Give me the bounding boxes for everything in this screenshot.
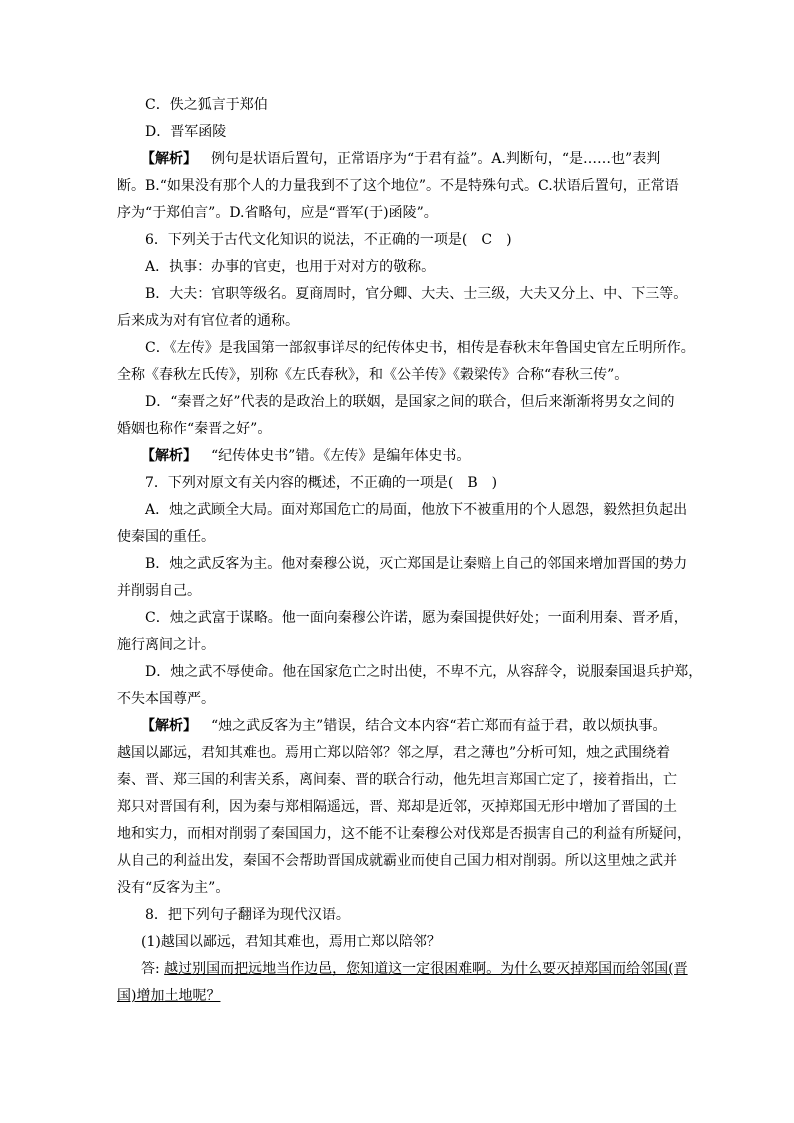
q7-option-b-line-2: 并削弱自己。	[117, 583, 201, 599]
analysis-tag: 【解析】	[141, 448, 197, 464]
q7-option-c-line-1: C．烛之武富于谋略。他一面向秦穆公许诺，愿为秦国提供好处；一面利用秦、晋矛盾，	[145, 610, 688, 626]
q8-stem: 8．把下列句子翻译为现代汉语。	[145, 907, 350, 923]
q7-stem: 7．下列对原文有关内容的概述，不正确的一项是( B )	[145, 475, 498, 491]
q6-analysis: 【解析】 “纪传体史书”错。《左传》是编年体史书。	[141, 448, 471, 464]
q7-analysis-line-6: 从自己的利益出发，秦国不会帮助晋国成就霸业而使自己国力相对削弱。所以这里烛之武并	[117, 853, 677, 869]
q7-option-a-line-2: 使秦国的重任。	[117, 529, 215, 545]
analysis-tag: 【解析】	[141, 718, 197, 734]
q6-option-d-line-1: D．“秦晋之好”代表的是政治上的联姻，是国家之间的联合，但后来渐渐将男女之间的	[145, 394, 675, 410]
q7-option-b-line-1: B．烛之武反客为主。他对秦穆公说，灭亡郑国是让秦赔上自己的邻国来增加晋国的势力	[145, 556, 688, 572]
q7-option-c-line-2: 施行离间之计。	[117, 637, 215, 653]
q6-option-d-line-2: 婚姻也称作“秦晋之好”。	[117, 421, 272, 437]
q7-option-d-line-2: 不失本国尊严。	[117, 691, 215, 707]
document-page	[117, 92, 703, 1010]
q7-analysis-line-3: 秦、晋、郑三国的利害关系，离间秦、晋的联合行动，他先坦言郑国亡定了，接着指出，亡	[117, 772, 677, 788]
q6-option-b-line-1: B．大夫：官职等级名。夏商周时，官分卿、大夫、士三级，大夫又分上、中、下三等。	[145, 286, 688, 302]
q7-analysis-line-2: 越国以鄙远，君知其难也。焉用亡郑以陪邻？邻之厚，君之薄也”分析可知，烛之武围绕着	[117, 745, 671, 761]
q7-analysis-line-5: 地和实力，而相对削弱了秦国国力，这不能不让秦穆公对伐郑是否损害自己的利益有所疑问，	[117, 826, 691, 842]
q7-analysis-line-4: 郑只对晋国有利，因为秦与郑相隔遥远，晋、郑却是近邻，灭掉郑国无形中增加了晋国的土	[117, 799, 677, 815]
answer-label: 答:	[141, 961, 165, 977]
q5-analysis-line-3: 序为“于郑伯言”。D.省略句，应是“晋军(于)函陵”。	[117, 205, 438, 221]
analysis-tag: 【解析】	[141, 151, 197, 167]
q5-option-d: D．晋军函陵	[145, 124, 227, 140]
q7-analysis-line-1: 【解析】 “烛之武反客为主”错误，结合文本内容“若亡郑而有益于君，敢以烦执事。	[141, 718, 667, 734]
q8-answer-line-1: 答: 越过别国而把远地当作边邑，您知道这一定很困难啊。为什么要灭掉郑国而给邻国(晋	[141, 961, 688, 977]
q5-option-c: C．佚之狐言于郑伯	[145, 97, 268, 113]
q5-analysis-line-1: 【解析】 例句是状语后置句，正常语序为“于君有益”。A.判断句，“是……也”表判	[141, 151, 661, 167]
q8-answer-line-2: 国)增加土地呢？	[117, 988, 221, 1004]
q6-option-c-line-2: 全称《春秋左氏传》，别称《左氏春秋》，和《公羊传》《穀梁传》合称“春秋三传”。	[117, 367, 629, 383]
q6-option-b-line-2: 后来成为对有官位者的通称。	[117, 313, 299, 329]
q7-option-a-line-1: A．烛之武顾全大局。面对郑国危亡的局面，他放下不被重用的个人恩怨，毅然担负起出	[145, 502, 688, 518]
q6-stem: 6．下列关于古代文化知识的说法，不正确的一项是( C )	[145, 232, 512, 248]
q6-option-a: A．执事：办事的官吏，也用于对对方的敬称。	[145, 259, 436, 275]
q6-option-c-line-1: C．《左传》是我国第一部叙事详尽的纪传体史书，相传是春秋末年鲁国史官左丘明所作。	[145, 340, 695, 356]
q7-option-d-line-1: D．烛之武不辱使命。他在国家危亡之时出使，不卑不亢，从容辞令，说服秦国退兵护郑，	[145, 664, 703, 680]
q7-analysis-line-7: 没有“反客为主”。	[117, 880, 230, 896]
q5-analysis-line-2: 断。B.“如果没有那个人的力量我到不了这个地位”。不是特殊句式。C.状语后置句，正常语	[117, 178, 679, 194]
q8-sub-1: (1)越国以鄙远，君知其难也，焉用亡郑以陪邻？	[141, 934, 441, 950]
